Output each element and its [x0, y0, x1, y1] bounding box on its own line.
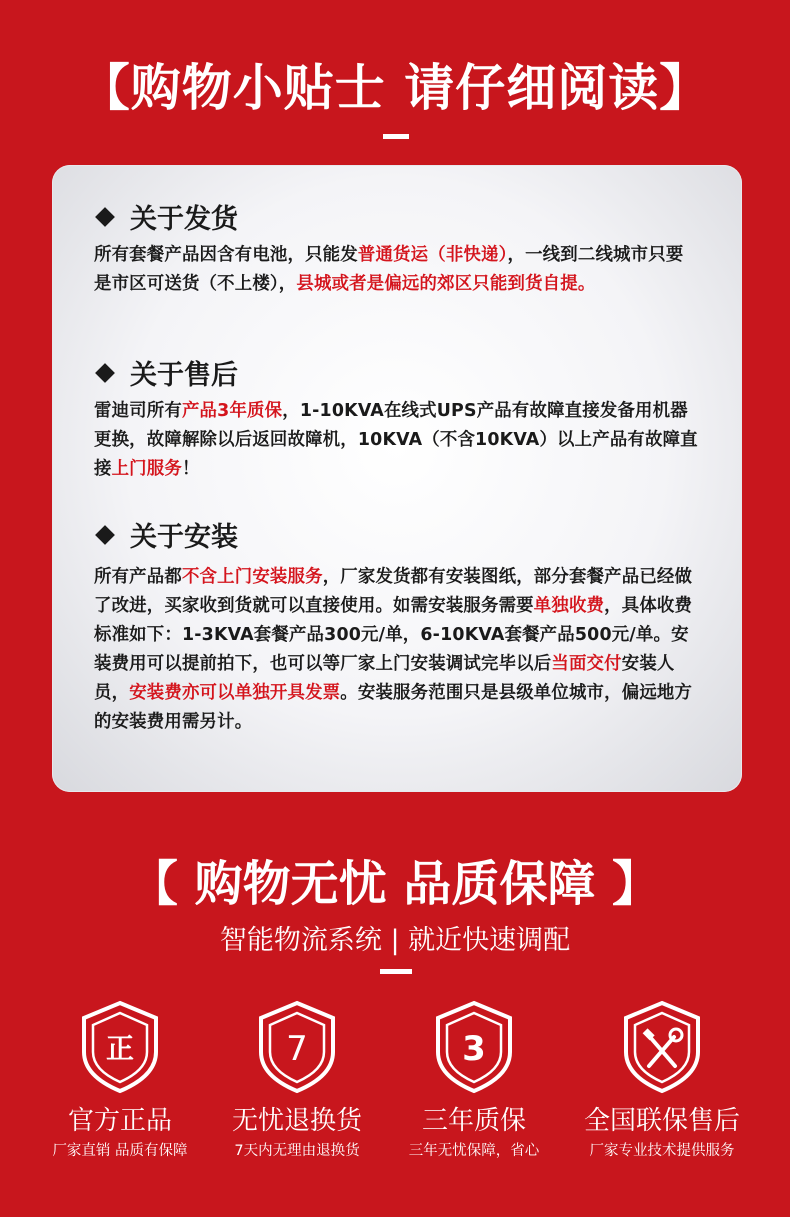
feature-name: 无忧退换货	[231, 1106, 362, 1136]
diamond-bullet-icon	[95, 363, 115, 383]
tips-card	[52, 165, 742, 792]
feature-desc: 厂家直销 品质有保障	[52, 1143, 188, 1159]
diamond-bullet-icon	[95, 207, 115, 227]
guarantee-subtitle: 智能物流系统 | 就近快速调配	[219, 925, 571, 956]
shield-label: 7	[286, 1029, 308, 1069]
wrench-screwdriver-icon	[622, 1000, 702, 1094]
guarantee-divider	[380, 969, 412, 974]
shield-icon	[80, 1000, 160, 1094]
install-text: 所有产品都不含上门安装服务，厂家发货都有安装图纸，部分套餐产品已经做了改进，买家收到货就可以直接使用。如需安装服务需要单独收费，具体收费标准如下：1-3KVA套餐产品300元/单，6-10KVA套餐产品500元/单。安装费用可以提前拍下，也可以等厂家上门安装调试完毕以后当面交付安装人员，安装费亦可以单独开具发票。安装服务范围只是县级单位城市，偏远地方的安装费用需另计。	[94, 567, 693, 732]
diamond-bullet-icon	[95, 525, 115, 545]
feature-return	[207, 1000, 387, 1160]
feature-name: 三年质保	[421, 1106, 526, 1136]
install-section-title: 关于安装	[94, 515, 238, 554]
feature-desc: 厂家专业技术提供服务	[589, 1143, 735, 1159]
shield-icon	[434, 1000, 514, 1094]
aftersale-section-title: 关于售后	[94, 353, 238, 392]
title-divider	[383, 134, 409, 139]
feature-genuine	[30, 1000, 210, 1160]
aftersale-text: 雷迪司所有产品3年质保，1-10KVA在线式UPS产品有故障直接发备用机器更换，故障解除以后返回故障机，10KVA（不含10KVA）以上产品有故障直接上门服务！	[94, 401, 698, 479]
shield-label: 3	[462, 1029, 486, 1069]
feature-desc: 三年无忧保障，省心	[408, 1143, 540, 1159]
shield-label: 正	[105, 1032, 135, 1065]
feature-name: 全国联保售后	[583, 1106, 740, 1136]
page-title: 【购物小贴士 请仔细阅读】	[79, 59, 711, 117]
shipping-section-title: 关于发货	[94, 197, 238, 236]
feature-warranty	[384, 1000, 564, 1160]
feature-name: 官方正品	[67, 1106, 172, 1136]
shield-icon	[257, 1000, 337, 1094]
guarantee-title: 【 购物无忧 品质保障 】	[129, 856, 661, 912]
shipping-text: 所有套餐产品因含有电池，只能发普通货运（非快递），一线到二线城市只要是市区可送货（不上楼），县城或者是偏远的郊区只能到货自提。	[94, 245, 684, 294]
feature-desc: 7天内无理由退换货	[234, 1143, 360, 1159]
feature-service	[572, 1000, 752, 1160]
